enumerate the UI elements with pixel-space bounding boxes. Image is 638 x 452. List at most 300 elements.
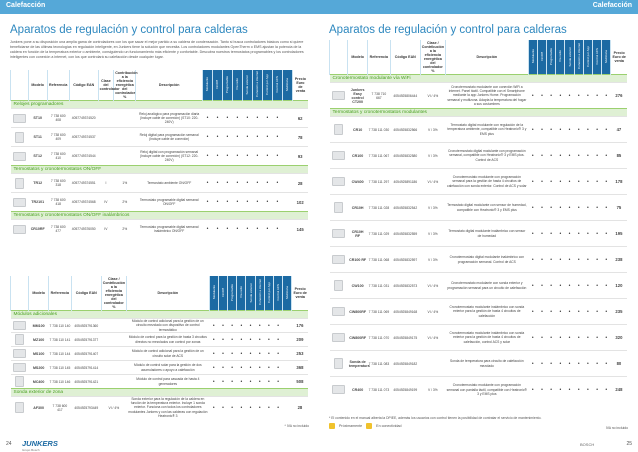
table-row <box>11 174 309 193</box>
spec-dot: • <box>592 377 601 403</box>
spec-dot: • <box>209 347 218 361</box>
spec-dot: • <box>228 347 237 361</box>
product-ref: 7 738 111 073 <box>367 377 390 403</box>
header-ean: Código EAN <box>69 70 98 101</box>
product-ref: 7 738 110 145 <box>48 361 71 375</box>
section-row <box>330 75 628 83</box>
product-desc: Reloj digital con programación semanal (Incluye cable de conexión) (ST12: 220-240V) <box>136 147 203 166</box>
product-desc: Termostato digital modulante con sensor de humedad, compatible con Heatronic® 3 y EMS plus <box>445 195 528 221</box>
product-desc: Reloj digital para programación semanal (Incluye cable de conexión) <box>136 128 203 147</box>
spec-dot: • <box>242 147 252 166</box>
product-model: Junkers Easy control CT200 <box>348 83 368 109</box>
spec-dot: • <box>528 299 537 325</box>
product-model: AF300 <box>29 397 49 419</box>
header-spec <box>212 70 222 101</box>
product-desc: Módulo de control para la gestión de hasta 3 circuitos directos no mezclados con control por zonas <box>126 333 209 347</box>
spec-dot: • <box>583 117 592 143</box>
spec-dot: • <box>537 273 546 299</box>
product-model: CR100 <box>348 143 368 169</box>
spec-dot: • <box>565 221 574 247</box>
spec-dot: • <box>528 325 537 351</box>
spec-dot: • <box>583 195 592 221</box>
thermostat-icon <box>332 307 345 316</box>
section-row <box>11 101 309 109</box>
product-price: 195 <box>611 221 627 247</box>
legend <box>329 423 402 429</box>
spec-dot <box>283 319 292 333</box>
spec-dot: • <box>547 143 556 169</box>
spec-dot: • <box>272 193 282 212</box>
spec-dot: • <box>537 325 546 351</box>
section-title: Sonda exterior de zona <box>11 389 309 397</box>
spec-dot: • <box>202 109 212 128</box>
product-image-cell <box>11 193 29 212</box>
product-price: 276 <box>611 83 627 109</box>
spec-dot: • <box>574 117 583 143</box>
spec-dot: • <box>528 169 537 195</box>
spec-dot: • <box>583 247 592 273</box>
spec-dot: • <box>264 397 273 419</box>
section-title: Cronotermostato modulante vía WiFi <box>330 75 628 83</box>
product-ean: 4054925849175 <box>390 325 420 351</box>
table-row <box>330 299 628 325</box>
spec-dot: • <box>273 319 282 333</box>
spec-dot: • <box>537 377 546 403</box>
spec-dot: • <box>232 174 242 193</box>
product-ean: 4054925832580 <box>390 143 420 169</box>
header-spec-label: Modulante <box>211 285 216 300</box>
spec-dot: • <box>583 273 592 299</box>
product-contrib: VI / 4% <box>420 299 445 325</box>
spec-dot: • <box>262 220 272 239</box>
spec-dot: • <box>537 221 546 247</box>
spec-dot: • <box>574 195 583 221</box>
spec-dot: • <box>565 169 574 195</box>
product-contrib: VI / 4% <box>420 273 445 299</box>
header-spec-label: Conexión a internet <box>576 43 581 70</box>
product-ref: 7 738 111 029 <box>367 221 390 247</box>
product-table-2 <box>10 276 308 418</box>
header-spec <box>264 276 273 311</box>
spec-dot: • <box>202 174 212 193</box>
product-model: CR100 RF <box>348 247 368 273</box>
product-ean: 4057749374520 <box>69 109 98 128</box>
table-row <box>11 193 309 212</box>
product-desc: Módulo de control adicional para la gestión de un circuito solar de ACS <box>126 347 209 361</box>
section-title: Módulos adicionales <box>11 311 309 319</box>
header-desc: Descripción <box>136 70 203 101</box>
section-row <box>330 109 628 117</box>
spec-dot: • <box>547 83 556 109</box>
product-price: 93 <box>292 147 308 166</box>
header-spec-label: On/Off <box>215 80 220 89</box>
thermostat-icon <box>332 229 345 238</box>
spec-dot: • <box>565 195 574 221</box>
header-desc: Descripción <box>126 276 209 311</box>
header-spec-label: Programable <box>230 283 235 302</box>
spec-dot: • <box>574 169 583 195</box>
product-desc: Cronotermostato modulante con programación semanal para la gestión de hasta 4 circuitos de calefacción con sonda exterior. Control de ACS y solar <box>445 169 528 195</box>
header-desc: Descripción <box>445 40 528 75</box>
spec-dot: • <box>228 375 237 389</box>
product-ean: 4054925793449 <box>71 397 101 419</box>
spec-dot: • <box>242 128 252 147</box>
header-spec <box>242 70 252 101</box>
header-model: Modelo <box>29 276 49 311</box>
table-header-row <box>11 70 309 101</box>
spec-dot: • <box>272 147 282 166</box>
section-row <box>11 389 309 397</box>
spec-dot: • <box>556 169 565 195</box>
product-ean: 4054925791421 <box>71 375 101 389</box>
product-price: 28 <box>292 174 308 193</box>
spec-dot: • <box>246 319 255 333</box>
spec-dot: • <box>242 109 252 128</box>
product-ean: 4057749374537 <box>69 128 98 147</box>
table-row <box>330 169 628 195</box>
product-ref: 7 738 111 067 <box>367 143 390 169</box>
product-ean: 4057749374544 <box>69 147 98 166</box>
spec-dot: • <box>537 83 546 109</box>
product-model: CR10 <box>348 117 368 143</box>
product-ref: 7 738 110 140 <box>48 319 71 333</box>
spec-dot: • <box>255 375 264 389</box>
table-row <box>11 220 309 239</box>
thermostat-icon <box>13 363 26 372</box>
spec-dot: • <box>547 299 556 325</box>
product-ref: 7 738 111 297 <box>367 169 390 195</box>
product-price: 28 <box>292 397 308 419</box>
table-row <box>11 375 309 389</box>
header-spec-label: Modulante <box>530 49 535 64</box>
product-contrib: VI / 4% <box>420 83 445 109</box>
legend-compat-icon <box>366 423 372 429</box>
thermostat-icon <box>13 225 26 234</box>
spec-dot: • <box>602 325 611 351</box>
product-price: 78 <box>292 128 308 147</box>
spec-dot: • <box>537 247 546 273</box>
product-contrib: V / 3% <box>420 221 445 247</box>
spec-dot: • <box>212 193 222 212</box>
section-title: Termostatos y cronotermostatos ON/OFF <box>11 166 309 174</box>
spec-dot: • <box>272 220 282 239</box>
spec-dot: • <box>592 83 601 109</box>
spec-dot: • <box>209 361 218 375</box>
header-price: Precio Euro de venta <box>611 40 627 75</box>
spec-dot: • <box>528 143 537 169</box>
spec-dot: • <box>264 361 273 375</box>
spec-dot: • <box>273 375 282 389</box>
spec-dot: • <box>547 195 556 221</box>
spec-dot: • <box>547 169 556 195</box>
product-clase: IV <box>98 193 114 212</box>
spec-dot: • <box>574 351 583 377</box>
spec-dot: • <box>583 169 592 195</box>
spec-dot: • <box>202 128 212 147</box>
product-image-cell <box>330 299 348 325</box>
product-contrib: V / 3% <box>420 377 445 403</box>
spec-dot: • <box>246 375 255 389</box>
product-image-cell <box>11 174 29 193</box>
thermostat-icon <box>13 114 26 123</box>
product-model: CR10RF <box>28 220 47 239</box>
header-spec <box>222 70 232 101</box>
table-row <box>11 333 309 347</box>
spec-dot: • <box>255 347 264 361</box>
product-model: MZ100 <box>29 333 49 347</box>
product-clase <box>98 128 114 147</box>
spec-dot <box>282 174 292 193</box>
product-contrib <box>114 147 136 166</box>
product-desc: Cronotermostato modulante inalámbrico con sonda exterior para la gestión de hasta 4 circuitos de calefacción <box>445 299 528 325</box>
table-row <box>11 319 309 333</box>
product-price: 235 <box>611 299 627 325</box>
product-image-cell <box>330 169 348 195</box>
thermostat-icon <box>332 333 345 342</box>
spec-dot: • <box>528 117 537 143</box>
product-model: CW800RF <box>348 325 368 351</box>
spec-dot: • <box>222 147 232 166</box>
spec-dot: • <box>602 351 611 377</box>
spec-dot: • <box>246 361 255 375</box>
spec-dot: • <box>232 109 242 128</box>
spec-dot: • <box>264 319 273 333</box>
header-spec-label: Control por App <box>265 74 270 95</box>
spec-dot: • <box>537 169 546 195</box>
spec-dot: • <box>583 325 592 351</box>
product-desc: Módulo de control para cascada de hasta 4 generadores <box>126 375 209 389</box>
product-ean: 4057749374551 <box>69 174 98 193</box>
top-bar <box>0 0 638 14</box>
thermostat-icon <box>332 255 345 264</box>
spec-dot: • <box>574 247 583 273</box>
spec-dot <box>283 347 292 361</box>
table-row <box>11 147 309 166</box>
spec-dot: • <box>547 351 556 377</box>
product-price: 368 <box>292 361 308 375</box>
spec-dot: • <box>583 143 592 169</box>
footnote-left: * IVA no incluido <box>284 424 309 428</box>
spec-dot: • <box>209 333 218 347</box>
product-clase: IV <box>98 220 114 239</box>
table-row <box>330 83 628 109</box>
spec-dot: • <box>218 333 227 347</box>
header-spec-label: Programable <box>549 47 554 66</box>
product-contrib: V / 3% <box>420 247 445 273</box>
product-price: 47 <box>611 117 627 143</box>
product-desc: Termostato ambiente ON/OFF <box>136 174 203 193</box>
spec-dot: • <box>565 143 574 169</box>
spec-dot: • <box>228 333 237 347</box>
header-ean: Código EAN <box>390 40 420 75</box>
product-ref: 7 738 600 318 <box>47 174 69 193</box>
header-spec-label: Vía radio <box>239 286 244 299</box>
spec-dot: • <box>547 377 556 403</box>
spec-dot: • <box>242 220 252 239</box>
spec-dot: • <box>547 221 556 247</box>
product-ref: 7 738 111 030 <box>367 117 390 143</box>
header-spec <box>574 40 583 75</box>
header-spec <box>283 276 292 311</box>
product-model: TR12 <box>28 174 47 193</box>
product-desc: Cronotermostato modulante con sonda exterior y programación semanal para un circuito de calefacción <box>445 273 528 299</box>
spec-dot: • <box>209 397 218 419</box>
spec-dot: • <box>272 109 282 128</box>
header-price: Precio Euro de venta <box>292 276 308 311</box>
spec-dot: • <box>556 351 565 377</box>
product-desc: Termostato digital modulante con regulación de la temperatura ambiente, compatible con Heatronic® 3 y EMS plus <box>445 117 528 143</box>
product-contrib: V / 3% <box>420 117 445 143</box>
table-row <box>11 128 309 147</box>
spec-dot: • <box>602 143 611 169</box>
legend-compat-label: En conectividad <box>376 424 402 428</box>
spec-dot: • <box>592 299 601 325</box>
table-row <box>330 247 628 273</box>
spec-dot: • <box>255 319 264 333</box>
spec-dot: • <box>556 83 565 109</box>
spec-dot: • <box>252 174 262 193</box>
spec-dot: • <box>228 361 237 375</box>
spec-dot: • <box>565 325 574 351</box>
spec-dot: • <box>574 299 583 325</box>
header-spec <box>273 276 282 311</box>
header-spec <box>528 40 537 75</box>
product-image-cell <box>11 375 29 389</box>
section-label-left: Calefacción <box>6 2 46 9</box>
spec-dot: • <box>574 143 583 169</box>
product-contrib <box>101 347 126 361</box>
header-spec-label: Vía radio <box>558 50 563 63</box>
product-model: TR2101 <box>28 193 47 212</box>
spec-dot: • <box>273 397 282 419</box>
spec-dot: • <box>228 397 237 419</box>
spec-dot: • <box>592 117 601 143</box>
spec-dot: • <box>583 83 592 109</box>
spec-dot: • <box>602 247 611 273</box>
product-contrib <box>114 109 136 128</box>
product-contrib <box>101 375 126 389</box>
header-spec <box>537 40 546 75</box>
product-ref: 7 738 111 083 <box>367 351 390 377</box>
header-model: Modelo <box>28 70 47 101</box>
product-contrib: VI / 4% <box>101 397 126 419</box>
product-ean: 4054925849168 <box>390 299 420 325</box>
spec-dot: • <box>246 333 255 347</box>
product-price: 75 <box>611 195 627 221</box>
spec-dot: • <box>592 169 601 195</box>
header-spec-label: On/Off <box>220 288 225 297</box>
product-image-cell <box>330 247 348 273</box>
spec-dot: • <box>228 319 237 333</box>
page-title-left: Aparatos de regulación y control para calderas <box>10 24 248 36</box>
product-image-cell <box>330 377 348 403</box>
product-model: CW800RF <box>348 299 368 325</box>
spec-dot: • <box>237 333 246 347</box>
product-image-cell <box>330 195 348 221</box>
spec-dot: • <box>272 174 282 193</box>
header-img <box>330 40 348 75</box>
product-ref: 7 738 110 144 <box>48 347 71 361</box>
product-desc: Termostato programable digital semanal inalámbrico ON/OFF <box>136 220 203 239</box>
header-contrib: Clase / Contribución a la eficiencia energética del controlador % <box>421 41 445 73</box>
spec-dot: • <box>255 397 264 419</box>
spec-dot: • <box>602 169 611 195</box>
product-ref: 7 738 600 410 <box>47 147 69 166</box>
spec-dot <box>282 109 292 128</box>
product-ref: 7 738 110 146 <box>48 375 71 389</box>
footer-right-note: IVA no incluido <box>605 426 628 430</box>
product-image-cell <box>11 333 29 347</box>
product-desc: Sonda de temperatura para circuito de calefacción mezclado <box>445 351 528 377</box>
spec-dot: • <box>212 109 222 128</box>
spec-dot: • <box>242 174 252 193</box>
product-ean: 4054925806444 <box>390 83 420 109</box>
product-contrib: 2% <box>114 220 136 239</box>
spec-dot: • <box>212 147 222 166</box>
header-spec <box>262 70 272 101</box>
page-number-right: 25 <box>626 441 632 447</box>
header-ref: Referencia <box>367 40 390 75</box>
spec-dot: • <box>222 128 232 147</box>
spec-dot: • <box>602 221 611 247</box>
right-page <box>319 14 638 438</box>
spec-dot: • <box>246 347 255 361</box>
product-ref: 7 738 600 418 <box>47 193 69 212</box>
header-spec-label: Vía radio <box>235 78 240 91</box>
thermostat-icon <box>15 178 24 189</box>
header-spec-label: Multizona <box>285 286 290 299</box>
spec-dot: • <box>209 375 218 389</box>
page-title-right: Aparatos de regulación y control para calderas <box>329 24 567 36</box>
spec-dot: • <box>262 147 272 166</box>
spec-dot: • <box>537 351 546 377</box>
product-ean: 4054925849182 <box>390 351 420 377</box>
header-spec-label: Control ACS <box>595 48 600 65</box>
spec-dot <box>282 220 292 239</box>
product-ref: 7 738 600 417 <box>48 397 71 419</box>
spec-dot: • <box>528 83 537 109</box>
product-desc: Cronotermostato modulante con programación semanal con pantalla táctil, compatible con Heatronic® 3 y EMS plus <box>445 377 528 403</box>
header-spec <box>252 70 262 101</box>
section-row <box>11 311 309 319</box>
spec-dot: • <box>232 147 242 166</box>
spec-dot: • <box>242 193 252 212</box>
product-ref: 7 738 110 141 <box>48 333 71 347</box>
spec-dot: • <box>602 273 611 299</box>
thermostat-icon <box>13 321 26 330</box>
thermostat-icon <box>15 376 24 387</box>
spec-dot: • <box>583 351 592 377</box>
product-ean: 4054925791377 <box>71 333 101 347</box>
header-model: Modelo <box>348 40 368 75</box>
product-desc: Sonda exterior para la regulación de la caldera en función de la temperatura exterior. Incluye 1 sonda exterior. Funciona con todos los controladores modulantes Junkers y con las calderas con regulación Heatronic® 3 <box>128 397 208 418</box>
header-price: Precio Euro de venta <box>292 70 308 101</box>
product-ean: 4054925849199 <box>390 377 420 403</box>
spec-dot: • <box>556 325 565 351</box>
thermostat-icon <box>13 198 26 207</box>
spec-dot: • <box>272 128 282 147</box>
product-image-cell <box>330 221 348 247</box>
thermostat-icon <box>13 152 26 161</box>
thermostat-icon <box>332 385 345 394</box>
brand-sub: Grupo Bosch <box>22 448 40 452</box>
spec-dot: • <box>237 397 246 419</box>
header-spec <box>232 70 242 101</box>
header-spec <box>565 40 574 75</box>
spec-dot: • <box>592 351 601 377</box>
table-row <box>330 325 628 351</box>
header-spec <box>202 70 212 101</box>
